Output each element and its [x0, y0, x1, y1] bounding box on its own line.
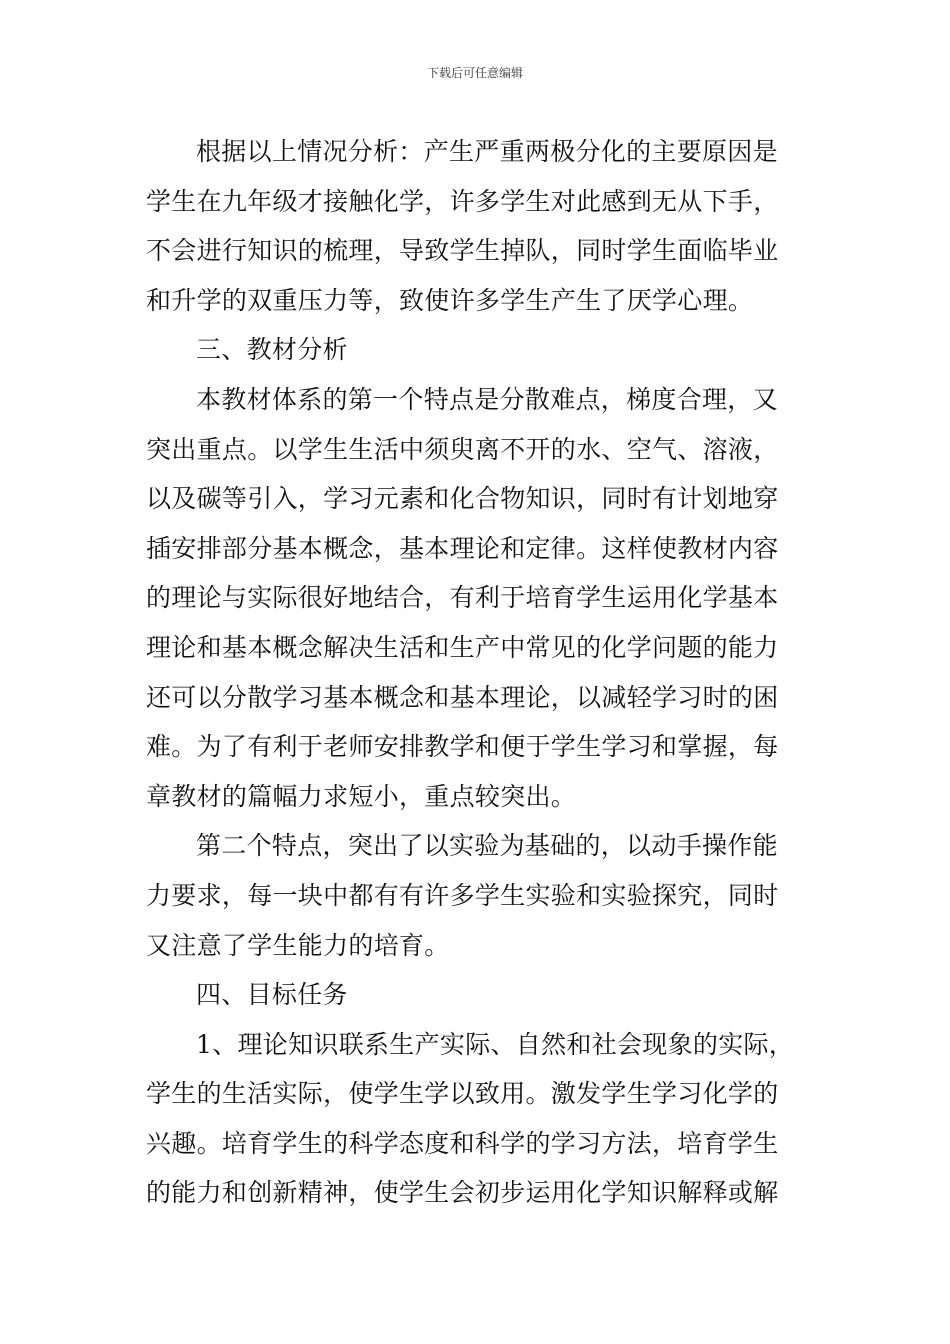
text-line: 根据以上情况分析：产生严重两极分化的主要原因是 — [196, 137, 778, 166]
text-line: 学生的生活实际，使学生学以致用。激发学生学习化学的 — [146, 1079, 779, 1109]
text-line: 兴趣。培育学生的科学态度和科学的学习方法，培育学生 — [146, 1128, 779, 1158]
text-line: 理论和基本概念解决生活和生产中常见的化学问题的能力 — [146, 632, 779, 662]
text-line: 的能力和创新精神，使学生会初步运用化学知识解释或解 — [146, 1178, 779, 1208]
text-line: 学生在九年级才接触化学，许多学生对此感到无从下手， — [146, 186, 779, 216]
text-line: 章教材的篇幅力求短小，重点较突出。 — [146, 781, 577, 811]
text-line: 还可以分散学习基本概念和基本理论，以减轻学习时的困 — [146, 682, 779, 712]
section-heading: 四、目标任务 — [196, 980, 348, 1010]
text-line: 和升学的双重压力等，致使许多学生产生了厌学心理。 — [146, 285, 754, 315]
document-body — [146, 127, 806, 1218]
text-line: 不会进行知识的梳理，导致学生掉队，同时学生面临毕业 — [146, 236, 779, 266]
text-line: 本教材体系的第一个特点是分散难点，梯度合理，又 — [196, 384, 778, 414]
text-line: 难。为了有利于老师安排教学和便于学生学习和掌握，每 — [146, 732, 779, 762]
text-line: 的理论与实际很好地结合，有利于培育学生运用化学基本 — [146, 583, 779, 613]
text-line: 插安排部分基本概念，基本理论和定律。这样使教材内容 — [146, 533, 779, 563]
section-heading: 三、教材分析 — [196, 335, 348, 365]
text-line: 以及碳等引入，学习元素和化合物知识，同时有计划地穿 — [146, 484, 779, 514]
page-header: 下载后可任意编辑 — [426, 66, 523, 80]
text-line: 力要求，每一块中都有有许多学生实验和实验探究，同时 — [146, 880, 779, 910]
text-line: 突出重点。以学生生活中须臾离不开的水、空气、溶液， — [146, 434, 779, 464]
text-line: 第二个特点，突出了以实验为基础的，以动手操作能 — [196, 831, 778, 861]
text-line: 1、理论知识联系生产实际、自然和社会现象的实际， — [196, 1029, 795, 1059]
text-line: 又注意了学生能力的培育。 — [146, 930, 450, 960]
